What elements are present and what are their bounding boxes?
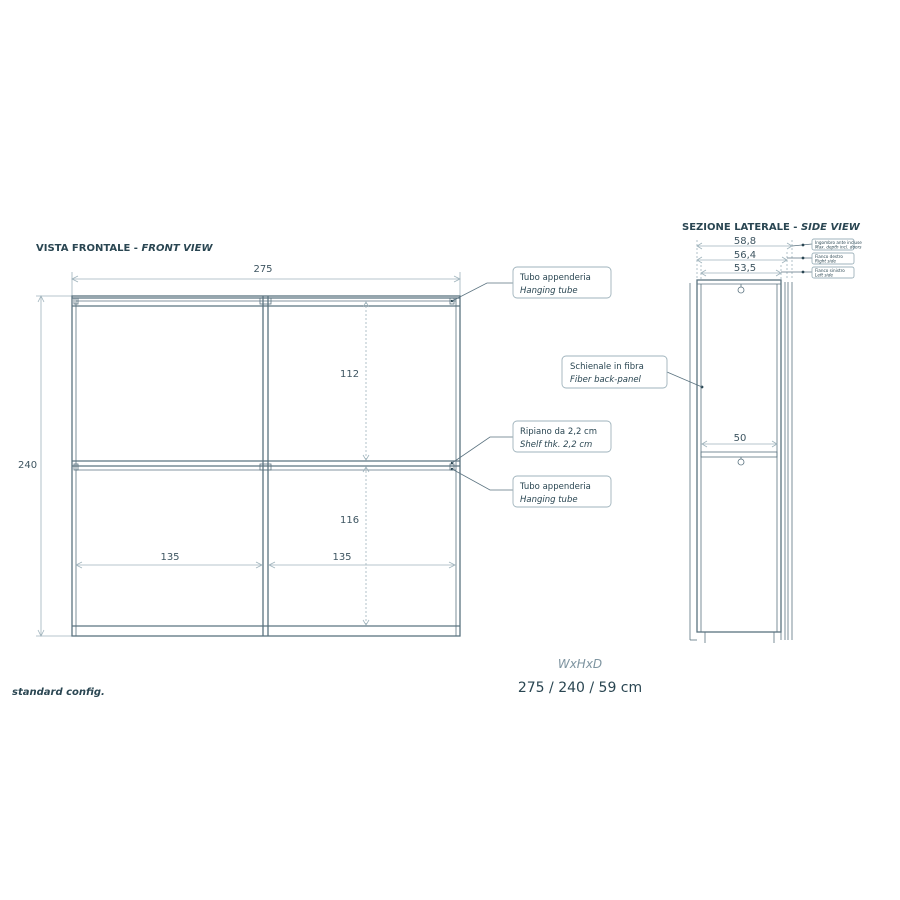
- depth-inner-label: 53,5: [733, 263, 757, 274]
- svg-text:Max. depth incl. doors: Max. depth incl. doors: [815, 244, 862, 250]
- height-dimension: [18, 296, 72, 636]
- callout-tube-bottom: [513, 476, 611, 507]
- tube-top-leader: [452, 283, 513, 301]
- dims-caption: WxHxD: [557, 657, 603, 671]
- width-label: 275: [253, 264, 273, 275]
- shelf-depth-dimension: [702, 433, 777, 447]
- svg-text:Hanging tube: Hanging tube: [520, 495, 578, 505]
- callout-back-panel: [562, 356, 667, 388]
- side-view-title: SEZIONE LATERALE - SIDE VIEW: [682, 222, 860, 233]
- left-width-dimension: [76, 552, 262, 568]
- callout-shelf: [513, 421, 611, 452]
- svg-text:Schienale in fibra: Schienale in fibra: [570, 362, 644, 372]
- depth-outer-label: 58,8: [733, 236, 757, 247]
- svg-text:Right side: Right side: [815, 258, 836, 264]
- svg-text:Tubo appenderia: Tubo appenderia: [520, 482, 591, 492]
- shelf-depth-label: 50: [733, 433, 747, 444]
- svg-text:Shelf thk. 2,2 cm: Shelf thk. 2,2 cm: [520, 440, 593, 450]
- svg-text:Ripiano da 2,2 cm: Ripiano da 2,2 cm: [520, 427, 598, 437]
- side-cabinet: [690, 280, 792, 643]
- callout-tube-top: [513, 267, 611, 298]
- svg-text:Fianco sinistro: Fianco sinistro: [815, 268, 845, 273]
- depth-mid-label: 56,4: [733, 250, 757, 261]
- right-width-label: 135: [332, 552, 352, 563]
- svg-text:Hanging tube: Hanging tube: [520, 286, 578, 296]
- left-width-label: 135: [160, 552, 180, 563]
- front-view-title: VISTA FRONTALE - FRONT VIEW: [36, 243, 213, 254]
- right-width-dimension: [269, 552, 455, 568]
- upper-height-dimension: [340, 302, 369, 460]
- tube-bottom-leader: [452, 469, 513, 490]
- lower-height-label: 116: [340, 515, 360, 526]
- svg-text:Fianco destro: Fianco destro: [815, 254, 843, 259]
- side-legend: [781, 239, 862, 278]
- depth-dimensions: [697, 236, 792, 280]
- config-label: standard config.: [12, 687, 105, 698]
- svg-text:Fiber back-panel: Fiber back-panel: [570, 375, 641, 385]
- svg-text:Ingombro ante incluse: Ingombro ante incluse: [815, 240, 862, 245]
- shelf-leader: [452, 437, 513, 463]
- upper-height-label: 112: [340, 369, 360, 380]
- front-cabinet: [72, 296, 460, 636]
- svg-text:Left side: Left side: [815, 272, 833, 278]
- lower-height-dimension: [340, 467, 369, 625]
- width-dimension: [72, 264, 460, 296]
- dims-value: 275 / 240 / 59 cm: [517, 680, 643, 696]
- svg-text:Tubo appenderia: Tubo appenderia: [520, 273, 591, 283]
- height-label: 240: [18, 460, 38, 471]
